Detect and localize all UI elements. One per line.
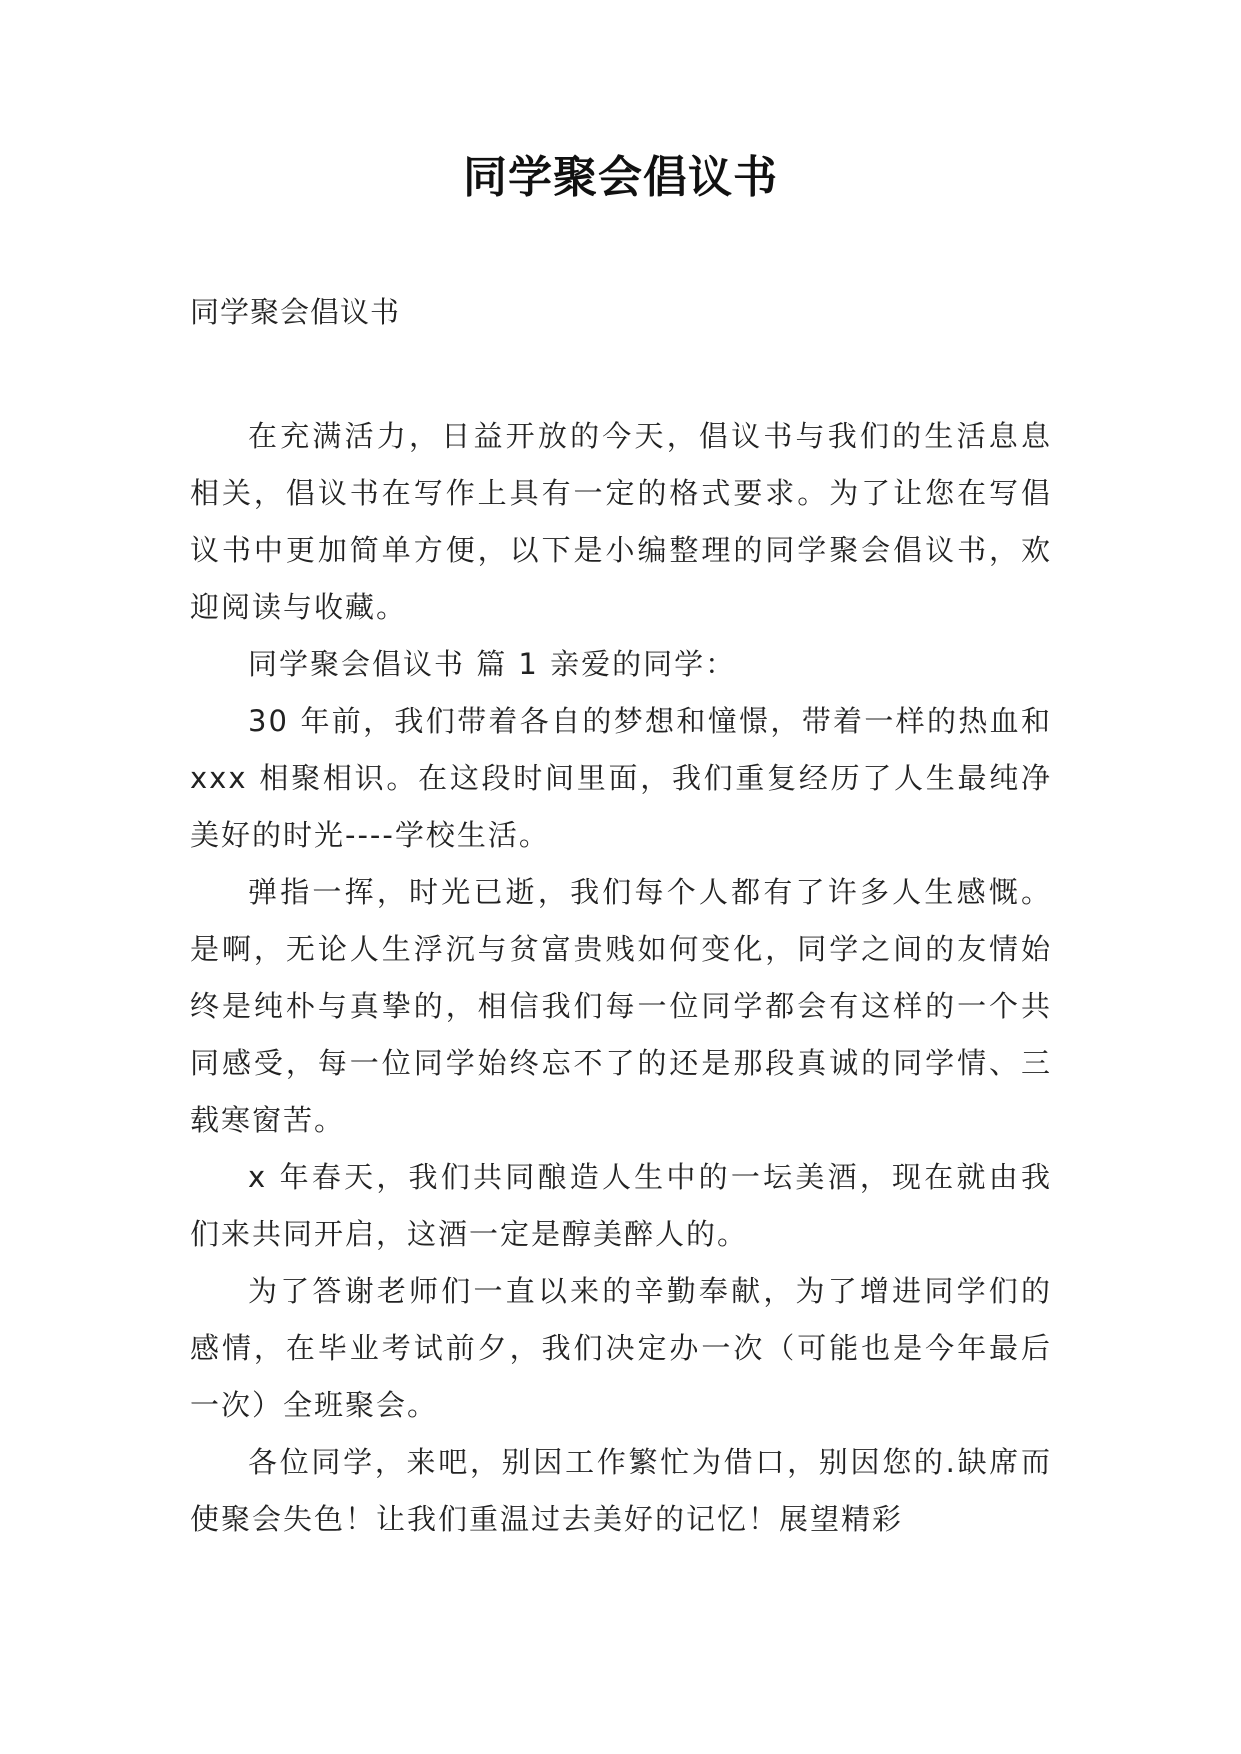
paragraph-gathering: 为了答谢老师们一直以来的辛勤奉献，为了增进同学们的感情，在毕业考试前夕，我们决定办一次（可能也是今年最后一次）全班聚会。 xyxy=(190,1274,1052,1422)
paragraph-salutation: 同学聚会倡议书 篇 1 亲爱的同学： xyxy=(248,647,737,681)
paragraph-friendship: 弹指一挥，时光已逝，我们每个人都有了许多人生感慨。是啊，无论人生浮沉与贫富贵贱如何变化，同学之间的友情始终是纯朴与真挚的，相信我们每一位同学都会有这样的一个共同感受，每一位同学始终忘不了的还是那段真诚的同学情、三载寒窗苦。 xyxy=(190,875,1052,1137)
document-body xyxy=(190,408,1052,1548)
document-title: 同学聚会倡议书 xyxy=(463,152,778,203)
paragraph-invitation: 各位同学，来吧，别因工作繁忙为借口，别因您的.缺席而使聚会失色！让我们重温过去美好的记忆！展望精彩 xyxy=(190,1445,1052,1536)
document-subtitle: 同学聚会倡议书 xyxy=(190,295,401,329)
paragraph-memory: 30 年前，我们带着各自的梦想和憧憬，带着一样的热血和 xxx 相聚相识。在这段时间里面，我们重复经历了人生最纯净美好的时光----学校生活。 xyxy=(190,704,1052,852)
paragraph-spring: x 年春天，我们共同酿造人生中的一坛美酒，现在就由我们来共同开启，这酒一定是醇美醉人的。 xyxy=(190,1160,1052,1251)
paragraph-intro: 在充满活力，日益开放的今天，倡议书与我们的生活息息相关，倡议书在写作上具有一定的格式要求。为了让您在写倡议书中更加简单方便，以下是小编整理的同学聚会倡议书，欢迎阅读与收藏。 xyxy=(190,419,1052,624)
